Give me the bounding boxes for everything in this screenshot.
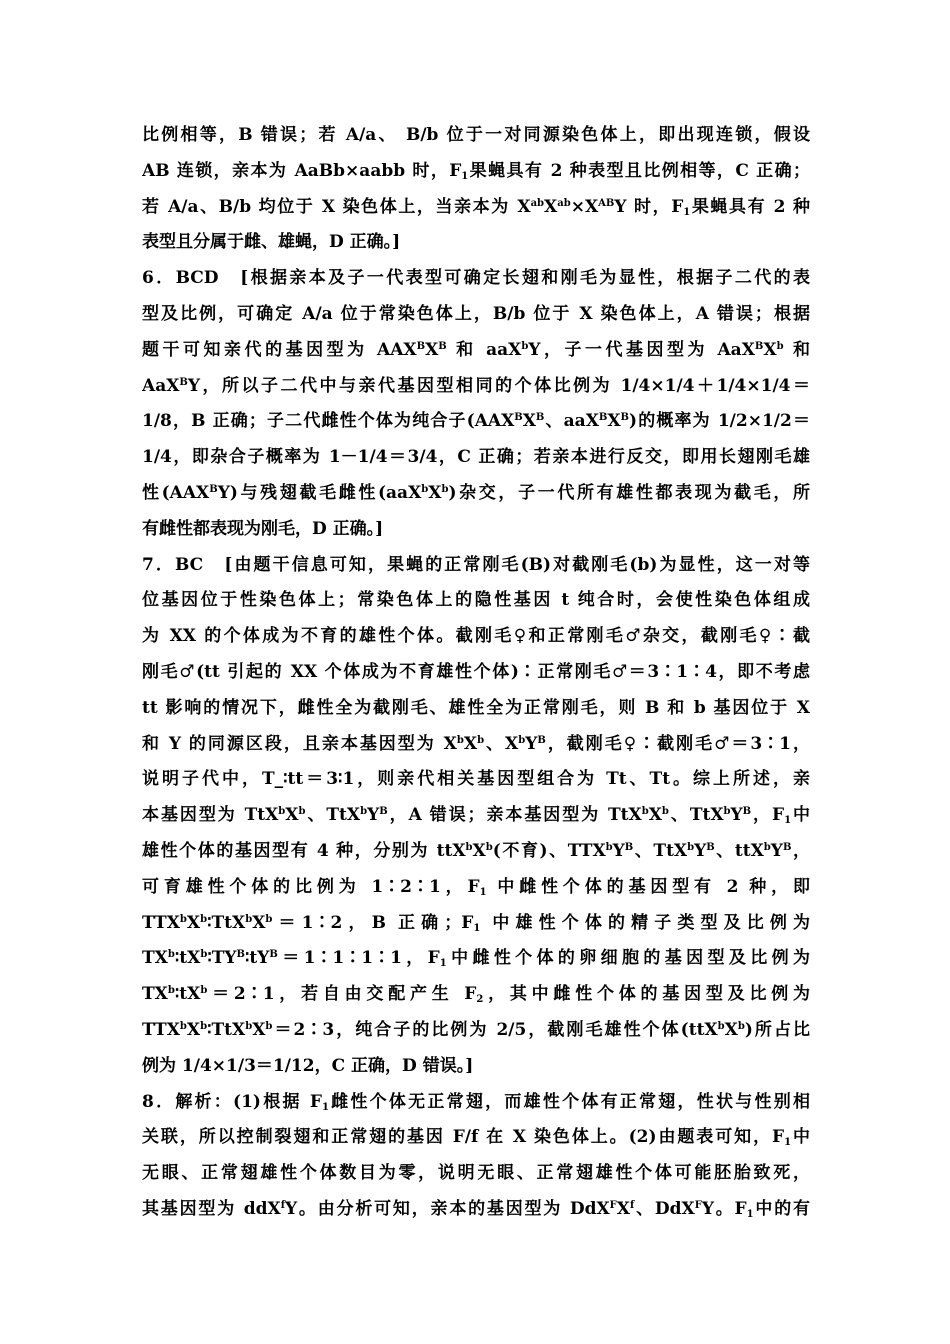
text-run: Y [770, 840, 783, 861]
text-run: ＝1∶1∶1∶1，F [277, 948, 440, 969]
superscript: f [280, 1199, 285, 1211]
text-run: Y，所以子二代中与亲代基因型相同的个体比例为 1/4×1/4＋1/4×1/4＝ [187, 375, 810, 396]
superscript: b [298, 806, 306, 818]
text-run: 本基因型为 TtX [142, 805, 279, 826]
text-run: Y [612, 840, 625, 861]
text-run: X [522, 411, 536, 432]
text-run: ∶tX [174, 984, 201, 1005]
text-run: AB 连锁，亲本为 AaBb×aabb 时，F [142, 160, 462, 181]
text-line [142, 404, 810, 440]
superscript: b [200, 985, 208, 997]
text-run: ＝1∶2，B 正确；F [272, 912, 474, 933]
text-run: 中 [791, 805, 810, 826]
text-run: TX [142, 948, 168, 969]
text-run: Y [694, 840, 707, 861]
superscript: ab [557, 197, 571, 209]
text-run: 1/4，即杂合子概率为 1－1/4＝3/4，C 正确；若亲本进行反交，即用长翅刚毛雄 [142, 447, 810, 468]
superscript: B [598, 412, 608, 424]
superscript: B [416, 340, 426, 352]
subscript: 1 [784, 1137, 792, 1149]
superscript: b [737, 1020, 745, 1032]
superscript: B [269, 949, 278, 961]
superscript: B [438, 340, 447, 352]
superscript: B [742, 806, 752, 818]
text-run: 和 [783, 339, 810, 360]
superscript: b [265, 1020, 273, 1032]
text-run: 性(AAX [142, 482, 210, 503]
superscript: b [265, 913, 273, 925]
text-run: ∶TtX [207, 1019, 246, 1040]
superscript: b [456, 734, 464, 746]
text-run: ＝2∶1，若自由交配产生 F [207, 984, 477, 1005]
superscript: B [782, 841, 792, 853]
superscript: b [661, 806, 669, 818]
subscript: 1 [746, 1208, 754, 1220]
text-run: X [186, 912, 201, 933]
text-run: 、aaX [544, 411, 599, 432]
text-line [142, 1156, 810, 1192]
text-run: 说明子代中，T_∶tt＝3∶1，则亲代相关基因型组合为 Tt、Tt。综上所述，亲 [142, 769, 810, 790]
superscript: b [200, 913, 208, 925]
text-line [142, 154, 810, 190]
text-run: 和 Y 的同源区段，且亲本基因型为 X [142, 733, 457, 754]
text-run: 若 A/a、B/b 均位于 X 染色体上，当亲本为 X [142, 196, 531, 217]
superscript: f [629, 1199, 635, 1211]
superscript: b [763, 841, 771, 853]
superscript: B [620, 412, 629, 424]
text-line [142, 798, 810, 834]
text-run: 中雌性个体的卵细胞的基因型及比例为 [446, 948, 810, 969]
text-run: ，F [751, 805, 785, 826]
superscript: b [717, 1020, 725, 1032]
text-run: 8．解析：(1)根据 F [142, 1091, 322, 1112]
text-line [142, 619, 810, 655]
superscript: b [776, 340, 784, 352]
superscript: B [706, 841, 715, 853]
superscript: b [465, 841, 473, 853]
text-line [142, 261, 810, 297]
text-run: Y [367, 805, 380, 826]
superscript: b [477, 734, 485, 746]
text-run: X [428, 482, 442, 503]
text-run: 其基因型为 ddX [142, 1198, 281, 1219]
subscript: 1 [479, 886, 487, 898]
text-line [142, 727, 810, 763]
subscript: 1 [473, 922, 481, 934]
superscript: b [518, 734, 526, 746]
superscript: F [609, 1199, 617, 1211]
text-run: Y，子一代基因型为 AaX [528, 339, 755, 360]
text-run: X [425, 339, 439, 360]
text-line [142, 655, 810, 691]
superscript: B [537, 734, 546, 746]
text-run: X [186, 1019, 201, 1040]
superscript: ab [530, 197, 545, 209]
text-run: Y。F [701, 1198, 747, 1219]
text-line [142, 691, 810, 727]
text-run: TX [142, 984, 168, 1005]
subscript: 2 [476, 994, 484, 1006]
superscript: b [200, 949, 208, 961]
text-line [142, 1049, 810, 1085]
text-run: 、DdX [634, 1198, 695, 1219]
text-run: 果蝇具有 2 种 [690, 196, 810, 217]
text-run: 型及比例，可确定 A/a 位于常染色体上，B/b 位于 X 染色体上，A 错误；根据 [142, 303, 810, 324]
text-run: ，A 错误；亲本基因型为 TtX [387, 805, 642, 826]
text-run: X [252, 1019, 266, 1040]
superscript: b [641, 806, 649, 818]
text-run: 中雄性个体的精子类型及比例为 [480, 912, 810, 933]
superscript: b [179, 913, 187, 925]
text-run: 雌性个体无正常翅，而雄性个体有正常翅，性状与性别相 [328, 1091, 810, 1112]
superscript: b [485, 841, 493, 853]
superscript: b [605, 841, 613, 853]
superscript: B [535, 412, 545, 424]
text-run: 、ttX [714, 840, 764, 861]
text-run: 1/8，B 正确；子二代雌性个体为纯合子(AAX [142, 411, 515, 432]
text-run: 、TtX [668, 805, 724, 826]
text-run: ，截刚毛♀∶截刚毛♂＝3∶1， [545, 733, 810, 754]
subscript: 1 [461, 170, 469, 182]
text-run: 比例相等，B 错误；若 A/a、 B/b 位于一对同源染色体上，即出现连锁，假设 [142, 125, 810, 145]
text-run: X [544, 196, 558, 217]
text-line [142, 297, 810, 333]
text-run: Y。由分析可知，亲本的基因型为 DdX [285, 1198, 610, 1219]
text-run: 有雌性都表现为刚毛，D 正确。] [142, 518, 384, 539]
superscript: b [245, 1020, 253, 1032]
text-run: ∶tX [174, 948, 201, 969]
text-line [142, 118, 810, 154]
text-run: 可育雄性个体的比例为 1∶2∶1，F [142, 876, 480, 897]
text-run: )所占比 [744, 1019, 810, 1040]
text-line [142, 762, 810, 798]
text-line [142, 225, 810, 261]
text-run: 6．BCD [根据亲本及子一代表型可确定长翅和刚毛为显性，根据子二代的表 [142, 268, 810, 289]
text-line [142, 1120, 810, 1156]
text-run: X [763, 339, 777, 360]
text-run: ∶TtX [207, 912, 246, 933]
text-run: Y [730, 805, 743, 826]
text-run: TTX [142, 912, 180, 933]
text-run: ∶tY [244, 948, 270, 969]
subscript: 1 [321, 1101, 329, 1113]
text-line [142, 190, 810, 226]
text-run: ＝2∶3，纯合子的比例为 2/5，截刚毛雄性个体(ttX [272, 1019, 718, 1040]
text-run: 刚毛♂(tt 引起的 XX 个体成为不育雄性个体)∶正常刚毛♂＝3∶1∶4，即不考虑 [142, 661, 810, 682]
text-line [142, 941, 810, 977]
text-line [142, 1192, 810, 1228]
text-run: Y [525, 733, 538, 754]
text-run: X [648, 805, 662, 826]
text-line [142, 834, 810, 870]
text-run: X [616, 1198, 630, 1219]
superscript: b [723, 806, 731, 818]
text-line [142, 1013, 810, 1049]
answer-text-block [142, 118, 810, 1228]
superscript: B [209, 483, 218, 495]
superscript: B [624, 841, 634, 853]
text-line [142, 440, 810, 476]
text-run: ，其中雌性个体的基因型及比例为 [483, 984, 810, 1005]
superscript: B [379, 806, 388, 818]
text-run: 和 aaX [446, 339, 522, 360]
text-run: 无眼、正常翅雄性个体数目为零，说明无眼、正常翅雄性个体可能胚胎致死， [142, 1163, 810, 1184]
text-run: X [285, 805, 299, 826]
text-line [142, 583, 810, 619]
text-run: )的概率为 1/2×1/2＝ [629, 411, 810, 432]
text-run: 果蝇具有 2 种表型且比例相等，C 正确； [468, 160, 810, 181]
text-run: ， [791, 840, 810, 861]
text-run: )杂交，子一代所有雄性都表现为截毛，所 [448, 482, 810, 503]
text-line [142, 870, 810, 906]
text-run: Y 时，F [614, 196, 684, 217]
superscript: b [179, 1020, 187, 1032]
text-run: 题干可知亲代的基因型为 AAX [142, 339, 417, 360]
text-run: 例为 1/4×1/3＝1/12，C 正确，D 错误。] [142, 1055, 474, 1076]
text-run: AaX [142, 375, 180, 396]
text-run: 为 XX 的个体成为不育的雄性个体。截刚毛♀和正常刚毛♂杂交，截刚毛♀∶截 [142, 626, 810, 647]
text-run: X [724, 1019, 738, 1040]
text-run: 位基因位于性染色体上；常染色体上的隐性基因 t 纯合时，会使性染色体组成 [142, 590, 810, 611]
subscript: 1 [439, 958, 447, 970]
text-run: 中的有 [753, 1198, 810, 1219]
superscript: b [245, 913, 253, 925]
text-run: 、X [484, 733, 519, 754]
text-run: 关联，所以控制裂翅和正常翅的基因 F/f 在 X 染色体上。(2)由题表可知，F [142, 1127, 785, 1148]
superscript: F [694, 1199, 702, 1211]
superscript: B [754, 340, 764, 352]
text-run: 7．BC [由题干信息可知，果蝇的正常刚毛(B)对截刚毛(b)为显性，这一对等 [142, 554, 810, 575]
superscript: b [167, 985, 175, 997]
text-run: Y)与残翅截毛雌性(aaX [217, 482, 422, 503]
text-line [142, 548, 810, 584]
text-run: 中雌性个体的基因型有 2 种，即 [486, 876, 810, 897]
text-line [142, 476, 810, 512]
text-run: 、TtX [305, 805, 361, 826]
text-run: ∶TY [207, 948, 237, 969]
superscript: b [441, 483, 449, 495]
superscript: b [167, 949, 175, 961]
superscript: b [687, 841, 695, 853]
text-line [142, 1085, 810, 1121]
subscript: 1 [683, 206, 691, 218]
superscript: B [236, 949, 245, 961]
superscript: B [179, 376, 188, 388]
text-run: X [463, 733, 478, 754]
text-run: TTX [142, 1019, 180, 1040]
text-run: tt 影响的情况下，雌性全为截刚毛、雄性全为正常刚毛，则 B 和 b 基因位于 X [142, 697, 810, 718]
superscript: b [421, 483, 429, 495]
text-line [142, 369, 810, 405]
text-line [142, 906, 810, 942]
text-run: (不育)、TTX [492, 840, 606, 861]
text-run: X [607, 411, 621, 432]
text-line [142, 333, 810, 369]
superscript: b [278, 806, 286, 818]
text-line [142, 512, 810, 548]
text-run: X [472, 840, 486, 861]
text-line [142, 977, 810, 1013]
superscript: B [514, 412, 523, 424]
superscript: AB [598, 197, 615, 209]
superscript: b [521, 340, 529, 352]
text-run: X [252, 912, 266, 933]
text-run: 、TtX [633, 840, 688, 861]
superscript: b [360, 806, 368, 818]
text-run: ×X [570, 196, 599, 217]
text-run: 雄性个体的基因型有 4 种，分别为 ttX [142, 840, 466, 861]
text-run: 表型且分属于雌、雄蝇，D 正确。] [142, 232, 401, 253]
superscript: b [200, 1020, 208, 1032]
text-run: 中 [791, 1127, 810, 1148]
subscript: 1 [784, 815, 792, 827]
